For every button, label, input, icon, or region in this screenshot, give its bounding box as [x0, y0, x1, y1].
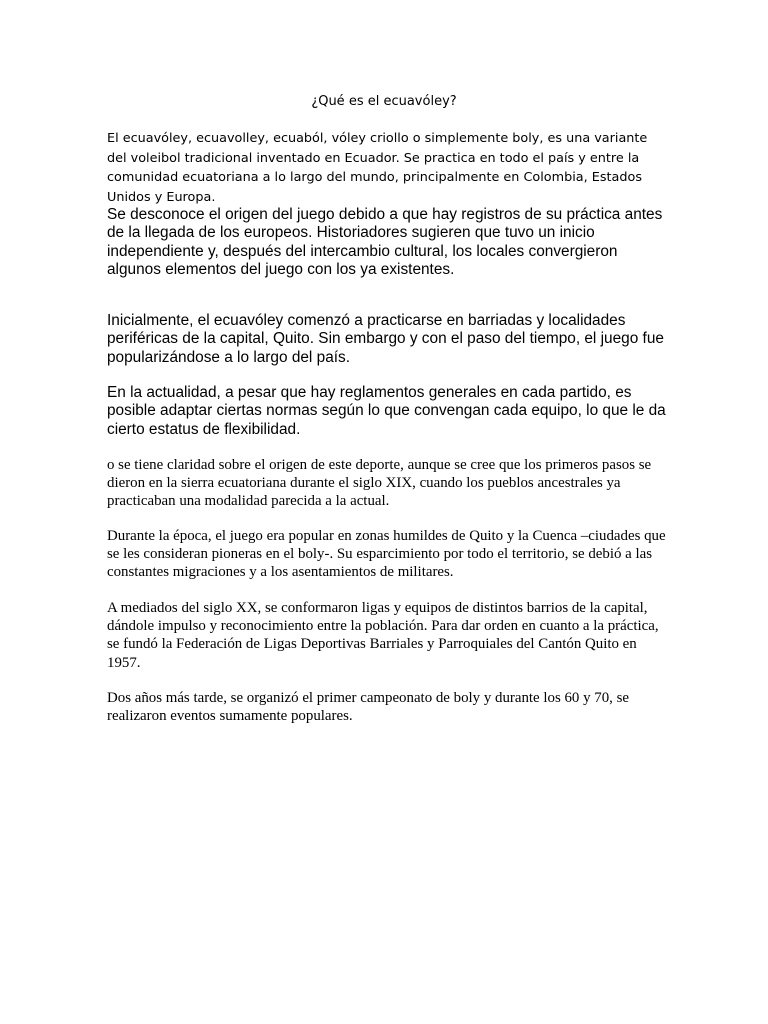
- paragraph-popularity: Durante la época, el juego era popular en zonas humildes de Quito y la Cuenca –ciudades que se les consideran pioneras en el boly-. Su esparcimiento por todo el territorio, se debió a las constantes migraciones y a los asentamientos de militares.: [107, 528, 666, 581]
- paragraph-beginnings: Inicialmente, el ecuavóley comenzó a practicarse en barriadas y localidades periféricas de la capital, Quito. Sin embargo y con el paso del tiempo, el juego fue popularizándose a lo largo del país.: [107, 312, 664, 366]
- document-title: ¿Qué es el ecuavóley?: [311, 94, 457, 109]
- paragraph-championship: Dos años más tarde, se organizó el primer campeonato de boly y durante los 60 y 70, se realizaron eventos sumamente populares.: [107, 690, 630, 725]
- paragraph-current-rules: En la actualidad, a pesar que hay reglamentos generales en cada partido, es posible adaptar ciertas normas según lo que convengan cada equipo, lo que le da cierto estatus de flexibilidad.: [107, 384, 666, 438]
- paragraph-history: o se tiene claridad sobre el origen de este deporte, aunque se cree que los primeros pasos se dieron en la sierra ecuatoriana durante el siglo XIX, cuando los pueblos ancestrales ya practicaban una modalidad parecida a la actual.: [107, 457, 652, 510]
- paragraph-federation: A mediados del siglo XX, se conformaron ligas y equipos de distintos barrios de la capital, dándole impulso y reconocimiento entre la población. Para dar orden en cuanto a la práctica, se fundó la Federación de Ligas Deportivas Barriales y Parroquiales del Cantón Quito en 1957.: [107, 600, 659, 671]
- intro-paragraph: El ecuavóley, ecuavolley, ecuaból, vóley criollo o simplemente boly, es una variante del voleibol tradicional inventado en Ecuador. Se practica en todo el país y entre la comunidad ecuatoriana a lo largo del mundo, principalmente en Colombia, Estados Unidos y Europa.: [107, 131, 648, 205]
- paragraph-origin: Se desconoce el origen del juego debido a que hay registros de su práctica antes de la llegada de los europeos. Historiadores sugieren que tuvo un inicio independiente y, después del intercambio cultural, los locales convergieron algunos elementos del juego con los ya existentes.: [107, 206, 663, 278]
